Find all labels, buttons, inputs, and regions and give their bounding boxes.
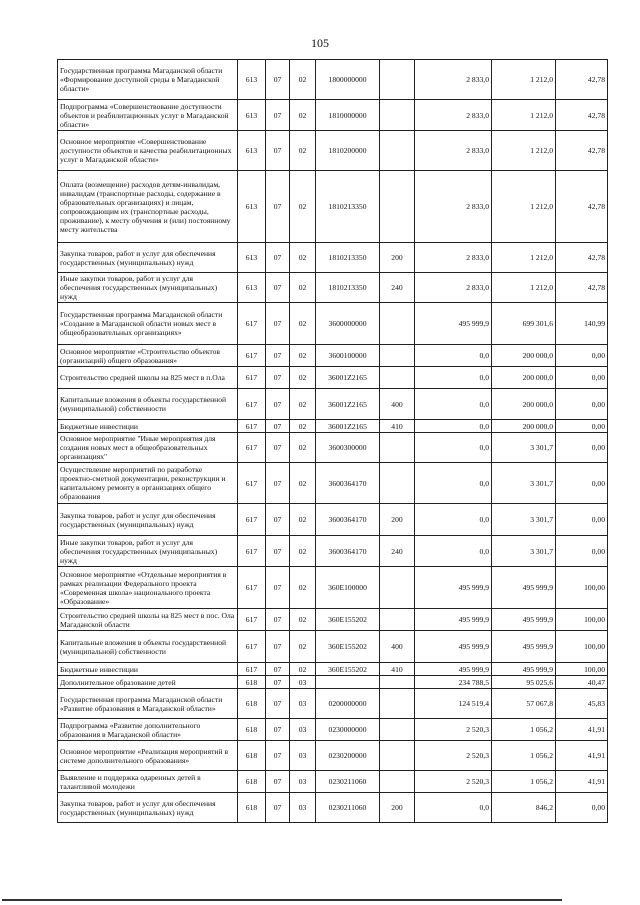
cell-subsection: 03	[290, 741, 316, 771]
cell-actual: 3 301,7	[492, 433, 556, 463]
table-row	[58, 273, 608, 303]
cell-actual: 3 301,7	[492, 463, 556, 504]
cell-expense-type: 410	[380, 420, 415, 433]
cell-section: 07	[266, 60, 290, 100]
cell-ministry: 618	[238, 719, 266, 741]
cell-percent: 0,00	[556, 420, 608, 433]
cell-ministry: 617	[238, 420, 266, 433]
cell-section: 07	[266, 719, 290, 741]
row-name: Выявление и поддержка одаренных детей в талантливой молодежи	[58, 771, 238, 793]
cell-subsection: 02	[290, 389, 316, 420]
cell-subsection: 02	[290, 243, 316, 273]
cell-actual: 495 999,9	[492, 567, 556, 609]
cell-actual: 1 056,2	[492, 741, 556, 771]
cell-target-article: 3600364170	[316, 463, 380, 504]
cell-expense-type: 400	[380, 631, 415, 663]
cell-plan: 2 833,0	[415, 273, 492, 303]
cell-subsection: 03	[290, 771, 316, 793]
cell-ministry: 618	[238, 676, 266, 689]
cell-section: 07	[266, 420, 290, 433]
cell-plan: 2 520,3	[415, 719, 492, 741]
cell-plan: 0,0	[415, 389, 492, 420]
cell-ministry: 613	[238, 273, 266, 303]
cell-subsection: 03	[290, 719, 316, 741]
cell-expense-type	[380, 367, 415, 389]
cell-section: 07	[266, 536, 290, 567]
table-row	[58, 345, 608, 367]
cell-percent: 40,47	[556, 676, 608, 689]
cell-expense-type: 200	[380, 793, 415, 823]
cell-ministry: 617	[238, 433, 266, 463]
cell-subsection: 03	[290, 676, 316, 689]
cell-actual: 57 067,8	[492, 689, 556, 719]
cell-target-article: 1810200000	[316, 131, 380, 171]
cell-ministry: 617	[238, 345, 266, 367]
cell-actual: 1 212,0	[492, 273, 556, 303]
row-name: Капитальные вложения в объекты государственной (муниципальной) собственности	[58, 631, 238, 663]
cell-target-article: 0230211060	[316, 771, 380, 793]
cell-plan: 0,0	[415, 433, 492, 463]
cell-percent: 42,78	[556, 171, 608, 243]
row-name: Строительство средней школы на 825 мест в п.Ола	[58, 367, 238, 389]
cell-section: 07	[266, 345, 290, 367]
cell-section: 07	[266, 463, 290, 504]
cell-percent: 140,99	[556, 303, 608, 345]
cell-target-article: 1810213350	[316, 273, 380, 303]
cell-plan: 495 999,9	[415, 303, 492, 345]
cell-ministry: 613	[238, 171, 266, 243]
cell-expense-type	[380, 60, 415, 100]
cell-plan: 0,0	[415, 367, 492, 389]
row-name: Строительство средней школы на 825 мест в пос. Ола Магаданской области	[58, 609, 238, 631]
cell-percent: 41,91	[556, 771, 608, 793]
cell-plan: 234 788,5	[415, 676, 492, 689]
cell-percent: 41,91	[556, 719, 608, 741]
cell-subsection: 02	[290, 131, 316, 171]
table-row	[58, 367, 608, 389]
cell-percent: 100,00	[556, 567, 608, 609]
cell-target-article	[316, 676, 380, 689]
cell-expense-type	[380, 303, 415, 345]
cell-plan: 495 999,9	[415, 631, 492, 663]
cell-target-article: 360E100000	[316, 567, 380, 609]
cell-actual: 200 000,0	[492, 420, 556, 433]
cell-subsection: 02	[290, 273, 316, 303]
cell-target-article: 0230211060	[316, 793, 380, 823]
table-row	[58, 243, 608, 273]
cell-ministry: 613	[238, 60, 266, 100]
cell-ministry: 618	[238, 771, 266, 793]
cell-actual: 1 212,0	[492, 131, 556, 171]
row-name: Закупка товаров, работ и услуг для обеспечения государственных (муниципальных) нужд	[58, 793, 238, 823]
cell-section: 07	[266, 631, 290, 663]
row-name: Основное мероприятие «Строительство объектов (организаций) общего образования»	[58, 345, 238, 367]
cell-section: 07	[266, 771, 290, 793]
cell-percent: 0,00	[556, 504, 608, 536]
row-name: Оплата (возмещение) расходов детям-инвалидам, инвалидам (транспортные расходы, содержание в образовательных организациях) и лицам, сопровождающим их (транспортные расходы, проживание), к месту обучения и (или) постоянному месту жительства	[58, 171, 238, 243]
row-name: Бюджетные инвестиции	[58, 420, 238, 433]
cell-ministry: 617	[238, 567, 266, 609]
table-row	[58, 433, 608, 463]
cell-expense-type: 200	[380, 504, 415, 536]
cell-actual: 3 301,7	[492, 504, 556, 536]
table-row	[58, 389, 608, 420]
cell-section: 07	[266, 303, 290, 345]
cell-actual: 200 000,0	[492, 389, 556, 420]
cell-section: 07	[266, 676, 290, 689]
cell-plan: 495 999,9	[415, 609, 492, 631]
cell-expense-type: 410	[380, 663, 415, 676]
cell-actual: 1 212,0	[492, 243, 556, 273]
cell-percent: 0,00	[556, 536, 608, 567]
cell-actual: 95 025,6	[492, 676, 556, 689]
cell-section: 07	[266, 171, 290, 243]
row-name: Иные закупки товаров, работ и услуг для обеспечения государственных (муниципальных) нужд	[58, 536, 238, 567]
cell-section: 07	[266, 243, 290, 273]
row-name: Подпрограмма «Совершенствование доступности объектов и реабилитационных услуг в Магаданской области»	[58, 100, 238, 131]
cell-plan: 124 519,4	[415, 689, 492, 719]
table-row	[58, 100, 608, 131]
cell-percent: 100,00	[556, 663, 608, 676]
cell-plan: 0,0	[415, 793, 492, 823]
cell-subsection: 02	[290, 504, 316, 536]
cell-expense-type: 240	[380, 536, 415, 567]
cell-expense-type	[380, 609, 415, 631]
table-row	[58, 689, 608, 719]
cell-plan: 0,0	[415, 345, 492, 367]
cell-target-article: 360E155202	[316, 631, 380, 663]
row-name: Иные закупки товаров, работ и услуг для обеспечения государственных (муниципальных) нужд	[58, 273, 238, 303]
cell-actual: 495 999,9	[492, 609, 556, 631]
row-name: Государственная программа Магаданской области «Формирование доступной среды в Магаданской области»	[58, 60, 238, 100]
table-row	[58, 793, 608, 823]
cell-target-article: 36001Z2165	[316, 420, 380, 433]
row-name: Основное мероприятие «Реализация мероприятий в системе дополнительного образования»	[58, 741, 238, 771]
cell-ministry: 613	[238, 131, 266, 171]
cell-ministry: 618	[238, 793, 266, 823]
cell-ministry: 613	[238, 100, 266, 131]
cell-percent: 0,00	[556, 463, 608, 504]
cell-percent: 42,78	[556, 60, 608, 100]
cell-expense-type	[380, 433, 415, 463]
cell-ministry: 617	[238, 389, 266, 420]
cell-subsection: 02	[290, 433, 316, 463]
cell-subsection: 02	[290, 60, 316, 100]
cell-plan: 2 520,3	[415, 741, 492, 771]
table-row	[58, 741, 608, 771]
page-number: 105	[311, 36, 329, 50]
cell-target-article: 0230000000	[316, 719, 380, 741]
row-name: Закупка товаров, работ и услуг для обеспечения государственных (муниципальных) нужд	[58, 504, 238, 536]
cell-target-article: 1810213350	[316, 171, 380, 243]
cell-target-article: 1810213350	[316, 243, 380, 273]
cell-plan: 2 833,0	[415, 171, 492, 243]
cell-percent: 45,83	[556, 689, 608, 719]
cell-actual: 200 000,0	[492, 345, 556, 367]
table-row	[58, 771, 608, 793]
table-row	[58, 303, 608, 345]
cell-expense-type: 240	[380, 273, 415, 303]
cell-section: 07	[266, 389, 290, 420]
table-row	[58, 536, 608, 567]
cell-plan: 2 833,0	[415, 131, 492, 171]
row-name: Капитальные вложения в объекты государственной (муниципальной) собственности	[58, 389, 238, 420]
cell-actual: 699 301,6	[492, 303, 556, 345]
cell-subsection: 02	[290, 567, 316, 609]
cell-ministry: 617	[238, 536, 266, 567]
row-name: Закупка товаров, работ и услуг для обеспечения государственных (муниципальных) нужд	[58, 243, 238, 273]
cell-actual: 846,2	[492, 793, 556, 823]
cell-percent: 0,00	[556, 433, 608, 463]
cell-expense-type: 200	[380, 243, 415, 273]
cell-section: 07	[266, 100, 290, 131]
cell-section: 07	[266, 689, 290, 719]
row-name: Государственная программа Магаданской области «Создание в Магаданской области новых мест в общеобразовательных организациях»	[58, 303, 238, 345]
cell-percent: 42,78	[556, 100, 608, 131]
cell-ministry: 617	[238, 367, 266, 389]
row-name: Основное мероприятие «Отдельные мероприятия в рамках реализации Федерального проекта «Современная школа» национального проекта «Образование»	[58, 567, 238, 609]
table-row	[58, 567, 608, 609]
cell-section: 07	[266, 367, 290, 389]
cell-plan: 0,0	[415, 536, 492, 567]
cell-actual: 495 999,9	[492, 663, 556, 676]
cell-expense-type	[380, 463, 415, 504]
cell-ministry: 617	[238, 663, 266, 676]
cell-subsection: 02	[290, 100, 316, 131]
row-name: Подпрограмма «Развитие дополнительного образования в Магаданской области»	[58, 719, 238, 741]
table-row	[58, 131, 608, 171]
cell-expense-type	[380, 171, 415, 243]
cell-percent: 0,00	[556, 389, 608, 420]
cell-target-article: 3600364170	[316, 504, 380, 536]
cell-expense-type	[380, 676, 415, 689]
cell-target-article: 0230200000	[316, 741, 380, 771]
cell-target-article: 360E155202	[316, 609, 380, 631]
cell-plan: 2 833,0	[415, 100, 492, 131]
table-row	[58, 719, 608, 741]
cell-plan: 0,0	[415, 420, 492, 433]
table-row	[58, 463, 608, 504]
cell-ministry: 613	[238, 243, 266, 273]
cell-section: 07	[266, 433, 290, 463]
cell-percent: 0,00	[556, 345, 608, 367]
cell-subsection: 03	[290, 793, 316, 823]
cell-subsection: 02	[290, 367, 316, 389]
cell-subsection: 02	[290, 463, 316, 504]
cell-ministry: 617	[238, 463, 266, 504]
cell-percent: 0,00	[556, 793, 608, 823]
cell-target-article: 3600300000	[316, 433, 380, 463]
cell-percent: 100,00	[556, 609, 608, 631]
table-row	[58, 504, 608, 536]
cell-plan: 495 999,9	[415, 567, 492, 609]
cell-actual: 1 056,2	[492, 771, 556, 793]
bottom-divider	[2, 899, 562, 901]
cell-actual: 1 212,0	[492, 60, 556, 100]
cell-actual: 1 212,0	[492, 100, 556, 131]
table-row	[58, 609, 608, 631]
cell-plan: 0,0	[415, 463, 492, 504]
cell-ministry: 618	[238, 689, 266, 719]
cell-section: 07	[266, 793, 290, 823]
row-name: Осуществление мероприятий по разработке проектно-сметной документации, реконструкции и капитальному ремонту в организациях общего образования	[58, 463, 238, 504]
cell-expense-type	[380, 719, 415, 741]
cell-percent: 41,91	[556, 741, 608, 771]
cell-section: 07	[266, 131, 290, 171]
cell-ministry: 617	[238, 631, 266, 663]
cell-plan: 495 999,9	[415, 663, 492, 676]
cell-subsection: 02	[290, 171, 316, 243]
cell-target-article: 360E155202	[316, 663, 380, 676]
cell-plan: 0,0	[415, 504, 492, 536]
cell-subsection: 02	[290, 303, 316, 345]
cell-subsection: 02	[290, 345, 316, 367]
table-body	[58, 60, 608, 823]
cell-ministry: 617	[238, 504, 266, 536]
cell-subsection: 03	[290, 689, 316, 719]
cell-target-article: 3600100000	[316, 345, 380, 367]
cell-section: 07	[266, 273, 290, 303]
cell-percent: 0,00	[556, 367, 608, 389]
cell-percent: 42,78	[556, 131, 608, 171]
cell-section: 07	[266, 609, 290, 631]
cell-subsection: 02	[290, 631, 316, 663]
cell-subsection: 02	[290, 663, 316, 676]
cell-expense-type	[380, 741, 415, 771]
cell-section: 07	[266, 504, 290, 536]
cell-expense-type	[380, 100, 415, 131]
cell-target-article: 0200000000	[316, 689, 380, 719]
row-name: Основное мероприятие "Иные мероприятия для создания новых мест в общеобразовательных организациях"	[58, 433, 238, 463]
cell-actual: 200 000,0	[492, 367, 556, 389]
table-row	[58, 676, 608, 689]
cell-subsection: 02	[290, 609, 316, 631]
cell-expense-type	[380, 131, 415, 171]
cell-actual: 3 301,7	[492, 536, 556, 567]
cell-section: 07	[266, 741, 290, 771]
cell-target-article: 36001Z2165	[316, 367, 380, 389]
row-name: Бюджетные инвестиции	[58, 663, 238, 676]
table-row	[58, 60, 608, 100]
cell-expense-type	[380, 567, 415, 609]
cell-percent: 42,78	[556, 243, 608, 273]
table-row	[58, 663, 608, 676]
cell-ministry: 618	[238, 741, 266, 771]
cell-subsection: 02	[290, 420, 316, 433]
row-name: Дополнительное образование детей	[58, 676, 238, 689]
cell-actual: 495 999,9	[492, 631, 556, 663]
cell-actual: 1 212,0	[492, 171, 556, 243]
row-name: Государственная программа Магаданской области «Развитие образования в Магаданской области»	[58, 689, 238, 719]
row-name: Основное мероприятие «Совершенствование доступности объектов и качества реабилитационных услуг в Магаданской области»	[58, 131, 238, 171]
cell-ministry: 617	[238, 303, 266, 345]
cell-percent: 100,00	[556, 631, 608, 663]
cell-plan: 2 833,0	[415, 243, 492, 273]
cell-ministry: 617	[238, 609, 266, 631]
cell-target-article: 36001Z2165	[316, 389, 380, 420]
table-row	[58, 631, 608, 663]
budget-table	[57, 59, 608, 823]
cell-expense-type	[380, 771, 415, 793]
cell-target-article: 3600364170	[316, 536, 380, 567]
cell-expense-type	[380, 345, 415, 367]
cell-expense-type	[380, 689, 415, 719]
cell-target-article: 1810000000	[316, 100, 380, 131]
cell-plan: 2 520,3	[415, 771, 492, 793]
cell-plan: 2 833,0	[415, 60, 492, 100]
cell-subsection: 02	[290, 536, 316, 567]
cell-expense-type: 400	[380, 389, 415, 420]
cell-section: 07	[266, 567, 290, 609]
cell-target-article: 1800000000	[316, 60, 380, 100]
cell-actual: 1 056,2	[492, 719, 556, 741]
cell-target-article: 3600000000	[316, 303, 380, 345]
table-row	[58, 171, 608, 243]
table-row	[58, 420, 608, 433]
cell-percent: 42,78	[556, 273, 608, 303]
cell-section: 07	[266, 663, 290, 676]
